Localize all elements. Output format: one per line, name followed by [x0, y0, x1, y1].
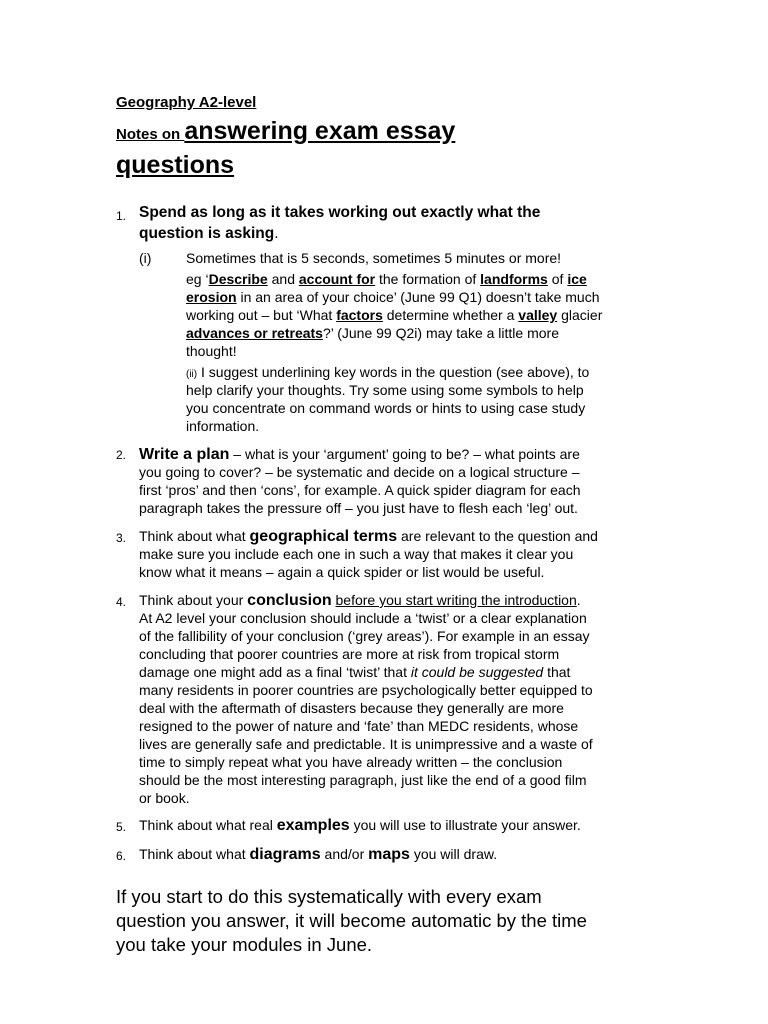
item-4-line-2: At A2 level your conclusion should include a ‘twist’ or a clear explanation: [139, 610, 587, 626]
example-line-1: [186, 270, 587, 288]
keyword-factors: factors: [336, 307, 383, 323]
item-6-line: [139, 845, 497, 864]
eg-text: and: [267, 271, 299, 287]
item-1-heading-line-2: [139, 225, 279, 243]
item-3-line-1: [139, 527, 598, 546]
item-4-bold: conclusion: [247, 592, 332, 609]
item-4-text: that: [543, 664, 571, 680]
keyword-advances-or-retreats: advances or retreats: [186, 325, 323, 341]
sub-ii-text: I suggest underlining key words in the question (see above), to: [197, 364, 590, 380]
item-1-sub-ii-line-2: help clarify your thoughts. Try some using some symbols to help: [186, 382, 584, 398]
item-4-line-6: many residents in poorer countries are psychologically better equipped to: [139, 682, 593, 698]
item-1-heading-tail: .: [274, 225, 279, 242]
item-2-line-1: [139, 445, 580, 464]
item-4-line-12: or book.: [139, 790, 190, 806]
item-4-text: damage one might add as a final ‘twist’ that: [139, 664, 411, 680]
item-6-bold-maps: maps: [368, 846, 410, 863]
item-2-number: 2.: [116, 448, 127, 462]
keyword-valley: valley: [518, 307, 558, 323]
eg-text: ?’ (June 99 Q2i) may take a little more: [322, 325, 559, 341]
item-6-number: 6.: [116, 849, 127, 863]
keyword-erosion: erosion: [186, 289, 237, 305]
item-2-bold: Write a plan: [139, 446, 230, 463]
item-3-text: are relevant to the question and: [397, 528, 598, 544]
item-3-text: Think about what: [139, 528, 250, 544]
item-4-line-4: concluding that poorer countries are more at risk from tropical storm: [139, 646, 560, 662]
item-6-bold-diagrams: diagrams: [249, 846, 321, 863]
closing-line-3: you take your modules in June.: [116, 934, 373, 955]
item-4-text: .: [576, 592, 581, 608]
item-5-line: [139, 816, 581, 835]
item-5-text: Think about what real: [139, 817, 277, 833]
closing-line-1: If you start to do this systematically with every exam: [116, 886, 542, 907]
example-line-4: [186, 324, 559, 342]
closing-line-2: question you answer, it will become automatic by the time: [116, 910, 587, 931]
item-4-line-3: of the fallibility of your conclusion (‘grey areas’). For example in an essay: [139, 628, 590, 644]
keyword-account-for: account for: [298, 271, 376, 287]
item-5-text: you will use to illustrate your answer.: [349, 817, 581, 833]
eg-text: of: [547, 271, 568, 287]
eg-text: the formation of: [375, 271, 481, 287]
item-2-line-3: first ‘pros’ and then ‘cons’, for example. A quick spider diagram for each: [139, 482, 581, 498]
item-4-line-8: resigned to the power of nature and ‘fate’ than MEDC residents, whose: [139, 718, 579, 734]
item-3-line-3: know what it means – again a quick spider or list would be useful.: [139, 564, 545, 580]
eg-text: determine whether a: [382, 307, 519, 323]
keyword-describe: Describe: [208, 271, 268, 287]
example-line-3: [186, 306, 602, 324]
item-4-line-1: [139, 591, 581, 610]
eg-text: glacier: [557, 307, 603, 323]
item-1-sub-ii-label: (ii): [186, 369, 198, 380]
item-1-heading: Spend as long as it takes working out exactly what the: [139, 204, 541, 221]
item-3-number: 3.: [116, 531, 127, 545]
item-1-sub-ii-line-4: information.: [186, 418, 260, 434]
item-2-line-2: you going to cover? – be systematic and decide on a logical structure –: [139, 464, 580, 480]
item-1-number: 1.: [116, 209, 127, 223]
example-line-5: thought!: [186, 343, 237, 359]
item-3-bold: geographical terms: [249, 528, 398, 545]
item-4-number: 4.: [116, 595, 127, 609]
subject-heading: Geography A2-level: [116, 94, 257, 111]
item-6-text: you will draw.: [409, 846, 498, 862]
title-line-2: questions: [116, 151, 235, 179]
item-4-underlined: before you start writing the introduction: [335, 592, 577, 608]
keyword-landforms: landforms: [480, 271, 548, 287]
eg-text: in an area of your choice’ (June 99 Q1) doesn’t take much: [236, 289, 600, 305]
item-4-line-11: should be the most interesting paragraph, just like the end of a good film: [139, 772, 587, 788]
item-6-text: and/or: [320, 846, 369, 862]
page-title: [116, 117, 455, 146]
item-4-line-9: lives are generally safe and predictable. It is unimpressive and a waste of: [139, 736, 593, 752]
item-4-line-10: time to simply repeat what you have already written – the conclusion: [139, 754, 563, 770]
keyword-ice: ice: [567, 271, 587, 287]
item-6-text: Think about what: [139, 846, 250, 862]
item-1-sub-i-label: (i): [139, 250, 152, 266]
item-1-heading-2: question is asking: [139, 225, 275, 242]
eg-text: working out – but ‘What: [186, 307, 337, 323]
item-1-sub-ii-line-3: you concentrate on command words or hints to using case study: [186, 400, 586, 416]
item-5-bold: examples: [276, 817, 350, 834]
item-4-text: Think about your: [139, 592, 248, 608]
item-1-sub-i-text: Sometimes that is 5 seconds, sometimes 5 minutes or more!: [186, 250, 562, 266]
item-2-line-4: paragraph takes the pressure off – you just have to flesh each ‘leg’ out.: [139, 500, 578, 516]
eg-text: eg ‘: [186, 271, 209, 287]
example-line-2: [186, 288, 599, 306]
item-4-italic: it could be suggested: [410, 664, 544, 680]
item-4-line-5: [139, 663, 570, 681]
item-4-line-7: deal with the aftermath of disasters because they generally are more: [139, 700, 564, 716]
item-2-text: – what is your ‘argument’ going to be? – what points are: [229, 446, 580, 462]
item-5-number: 5.: [116, 820, 127, 834]
item-3-line-2: make sure you include each one in such a way that makes it clear you: [139, 546, 574, 562]
title-line-1: answering exam essay: [184, 117, 456, 145]
title-prefix: Notes on: [116, 126, 185, 143]
